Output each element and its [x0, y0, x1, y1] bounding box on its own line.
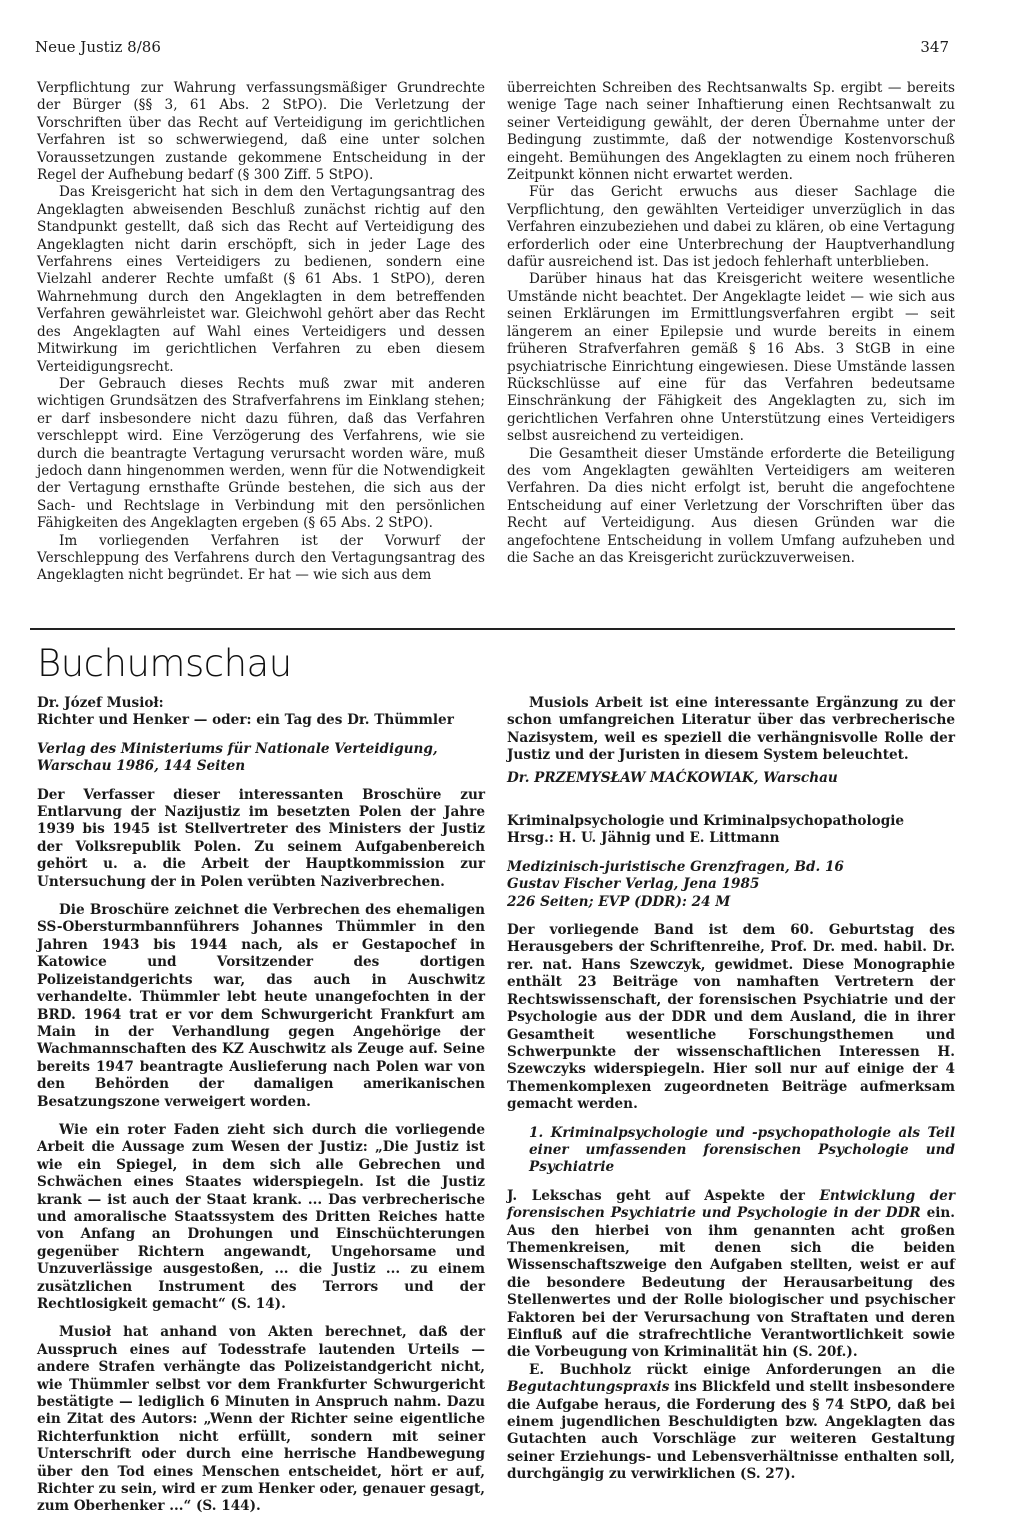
reviewer-signature: Dr. PRZEMYSŁAW MAĆKOWIAK, Warschau	[507, 769, 838, 786]
review1-column	[37, 695, 485, 1516]
paragraph: J. Lekschas geht auf Aspekte der Entwicklung der forensischen Psychiatrie und Psychologie in der DDR ein. Aus den hierbei von ihm genannten acht großen Themenkreisen, mit denen sich die beiden Wissenschaftszweige den Aufgaben stellten, weist er auf die besondere Bedeutung der Herausarbeitung des Stellenwertes und der Rolle biologischer und psychischer Faktoren bei der Verursachung von Straftaten und deren Einfluß auf die strafrechtliche Verantwortlichkeit sowie die Vorbeugung von Kriminalität hin (S. 20f.).	[507, 1187, 955, 1361]
review2-intro: Der vorliegende Band ist dem 60. Geburtstag des Herausgebers der Schriftenreihe, Prof. Dr. med. habil. Dr. rer. nat. Hans Szewczyk, gewidmet. Diese Monographie enthält 23 Beiträge von namhaften Vertretern der Rechtswissenschaft, der forensischen Psychiatrie und der Psychologie aus der DDR und dem Ausland, die in ihrer Gesamtheit wesentliche Forschungsthemen und Schwerpunkte der wissenschaftlichen Interessen H. Szewczyks widerspiegeln. Hier soll nur auf einige der 4 Themenkomplexen zugeordneten Beiträge aufmerksam gemacht werden.	[507, 922, 955, 1113]
review2-heading: 1. Kriminalpsychologie und -psychopathologie als Teil einer umfassenden forensischen Psychologie und Psychiatrie	[529, 1124, 955, 1176]
section-rule	[30, 628, 955, 630]
review2-editors: Hrsg.: H. U. Jähnig und E. Littmann	[507, 830, 780, 847]
review1-publisher: Verlag des Ministeriums für Nationale Verteidigung,	[37, 740, 438, 757]
page-number: 347	[920, 38, 949, 56]
top-right-column	[507, 80, 955, 567]
review2-title: Kriminalpsychologie und Kriminalpsychopathologie	[507, 813, 905, 830]
paragraph: E. Buchholz rückt einige Anforderungen an die Begutachtungspraxis ins Blickfeld und stellt insbesondere die Aufgabe heraus, die Forderung des § 74 StPO, daß bei einem jugendlichen Beschuldigten bzw. Angeklagten das Gutachten auch Vorschläge zur weiteren Gestaltung seiner Erziehungs- und Lebensverhältnisse enthalten soll, durchgängig zu verwirklichen (S. 27).	[507, 1361, 955, 1483]
paragraph: Darüber hinaus hat das Kreisgericht weitere wesentliche Umstände nicht beachtet. Der Angeklagte leidet — wie sich aus seinen Erklärungen im Ermittlungsverfahren ergibt — seit längerem an einer Epilepsie und wurde bereits in einem früheren Strafverfahren gemäß § 16 Abs. 3 StGB in eine psychiatrische Einrichtung eingewiesen. Diese Umstände lassen Rückschlüsse auf eine für das Verfahren bedeutsame Einschränkung der Fähigkeit des Angeklagten zu, sich im gerichtlichen Verfahren ohne Unterstützung eines Verteidigers selbst ausreichend zu verteidigen.	[507, 271, 955, 445]
paragraph: Die Broschüre zeichnet die Verbrechen des ehemaligen SS-Obersturmbannführers Johannes Thümmler in den Jahren 1943 bis 1944 nach, als er Gestapochef in Katowice und Vorsitzender des dortigen Polizeistandgerichts war, das auch in Auschwitz verhandelte. Thümmler lebt heute unangefochten in der BRD. 1964 trat er vor dem Schwurgericht Frankfurt am Main in der Verhandlung gegen Angehörige der Wachmannschaften des KZ Auschwitz als Zeuge auf. Seine bereits 1947 beantragte Auslieferung nach Polen war von den Behörden der damaligen amerikanischen Besatzungszone verweigert worden.	[37, 902, 485, 1110]
review2-column	[507, 695, 955, 1484]
paragraph: Die Gesamtheit dieser Umstände erforderte die Beteiligung des vom Angeklagten gewählten Verteidigers am weiteren Verfahren. Da dies nicht erfolgt ist, beruht die angefochtene Entscheidung auf einer Verletzung der Vorschriften über das Recht auf Verteidigung. Aus diesen Gründen war die angefochtene Entscheidung in vollem Umfang aufzuheben und die Sache an das Kreisgericht zurückzuverweisen.	[507, 445, 955, 566]
review1-continuation: Musiols Arbeit ist eine interessante Ergänzung zu der schon umfangreichen Literatur über das verbrecherische Nazisystem, weil es speziell die verhängnisvolle Rolle der Justiz und der Juristen in diesem System beleuchtet.	[507, 695, 955, 764]
paragraph: Das Kreisgericht hat sich in dem den Vertagungsantrag des Angeklagten abweisenden Beschluß zunächst richtig auf den Standpunkt gestellt, daß sich das Recht auf Verteidigung des Angeklagten nicht darin erschöpft, sich in jeder Lage des Verfahrens eines Verteidigers zu bedienen, sondern eine Vielzahl anderer Rechte umfaßt (§ 61 Abs. 1 StPO), deren Wahrnehmung durch den Angeklagten in dem betreffenden Verfahren gewährleistet war. Gleichwohl gehört aber das Recht des Angeklagten auf Wahl eines Verteidigers und dessen Mitwirkung im gerichtlichen Verfahren zu eben diesem Verteidigungsrecht.	[37, 184, 485, 375]
section-title: Buchumschau	[37, 642, 292, 685]
paragraph: Der Gebrauch dieses Rechts muß zwar mit anderen wichtigen Grundsätzen des Strafverfahrens im Einklang stehen; er darf insbesondere nicht dazu führen, daß das Verfahren verschleppt wird. Eine Verzögerung des Verfahrens, wie sie durch die beantragte Vertagung verursacht worden wäre, muß jedoch dann hingenommen werden, wenn für die Notwendigkeit der Vertagung ernsthafte Gründe bestehen, die sich aus der Sach- und Rechtslage in Verbindung mit den persönlichen Fähigkeiten des Angeklagten ergeben (§ 65 Abs. 2 StPO).	[37, 375, 485, 532]
review2-pages: 226 Seiten; EVP (DDR): 24 M	[507, 893, 731, 910]
review1-author: Dr. Józef Musioł:	[37, 695, 164, 711]
review1-publisher-place: Warschau 1986, 144 Seiten	[37, 758, 246, 775]
top-left-column	[37, 80, 485, 585]
paragraph: Der Verfasser dieser interessanten Broschüre zur Entlarvung der Nazijustiz im besetzten Polen der Jahre 1939 bis 1945 ist Stellvertreter des Ministers der Justiz der Volksrepublik Polen. Zu seinem Aufgabenbereich gehört u. a. die Arbeit der Hauptkommission zur Untersuchung der in Polen verübten Naziverbrechen.	[37, 786, 485, 890]
review1-title: Richter und Henker — oder: ein Tag des Dr. Thümmler	[37, 712, 454, 729]
review2-publisher: Gustav Fischer Verlag, Jena 1985	[507, 876, 760, 893]
paragraph: Musioł hat anhand von Akten berechnet, daß der Ausspruch eines auf Todesstrafe lautenden Urteils — andere Strafen verhängte das Polizeistandgericht nicht, wie Thümmler selbst vor dem Frankfurter Schwurgericht bestätigte — lediglich 6 Minuten in Anspruch nahm. Dazu ein Zitat des Autors: „Wenn der Richter seine eigentliche Richterfunktion nicht erfüllt, sondern mit seiner Unterschrift oder durch eine herrische Handbewegung über den Tod eines Menschen entscheidet, hört er auf, Richter zu sein, wird er zum Henker oder, genauer gesagt, zum Oberhenker ...“ (S. 144).	[37, 1324, 485, 1515]
paragraph: Für das Gericht erwuchs aus dieser Sachlage die Verpflichtung, den gewählten Verteidiger unverzüglich in das Verfahren einzubeziehen und dabei zu klären, ob eine Vertagung erforderlich oder eine Unterbrechung der Hauptverhandlung dafür ausreichend ist. Das ist jedoch fehlerhaft unterblieben.	[507, 184, 955, 271]
paragraph: Verpflichtung zur Wahrung verfassungsmäßiger Grundrechte der Bürger (§§ 3, 61 Abs. 2 StPO). Die Verletzung der Vorschriften über das Recht auf Verteidigung im gerichtlichen Verfahren ist so schwerwiegend, daß eine unter solchen Voraussetzungen zustande gekommene Entscheidung in der Regel der Aufhebung bedarf (§ 300 Ziff. 5 StPO).	[37, 80, 485, 184]
review2-series: Medizinisch-juristische Grenzfragen, Bd. 16	[507, 858, 844, 875]
journal-header: Neue Justiz 8/86	[35, 38, 161, 56]
paragraph: überreichten Schreiben des Rechtsanwalts Sp. ergibt — bereits wenige Tage nach seiner Inhaftierung einen Rechtsanwalt zu seiner Verteidigung gewählt, der deren Übernahme unter der Bedingung zustimmte, daß der notwendige Kostenvorschuß eingeht. Bemühungen des Angeklagten zu einem noch früheren Zeitpunkt können nicht erwartet werden.	[507, 80, 955, 184]
paragraph: Wie ein roter Faden zieht sich durch die vorliegende Arbeit die Aussage zum Wesen der Justiz: „Die Justiz ist wie ein Spiegel, in dem sich alle Gebrechen und Schwächen eines Staates widerspiegeln. Ist die Justiz krank — ist auch der Staat krank. ... Das verbrecherische und amoralische Staatssystem des Dritten Reiches hatte von Anfang an Drohungen und Einschüchterungen gegenüber Richtern angewandt, Ungehorsame und Unzuverlässige ausgestoßen, ... die Justiz ... zu einem zusätzlichen Instrument des Terrors und der Rechtlosigkeit gemacht“ (S. 14).	[37, 1121, 485, 1312]
paragraph: Im vorliegenden Verfahren ist der Vorwurf der Verschleppung des Verfahrens durch den Vertagungsantrag des Angeklagten nicht begründet. Er hat — wie sich aus dem	[37, 532, 485, 584]
